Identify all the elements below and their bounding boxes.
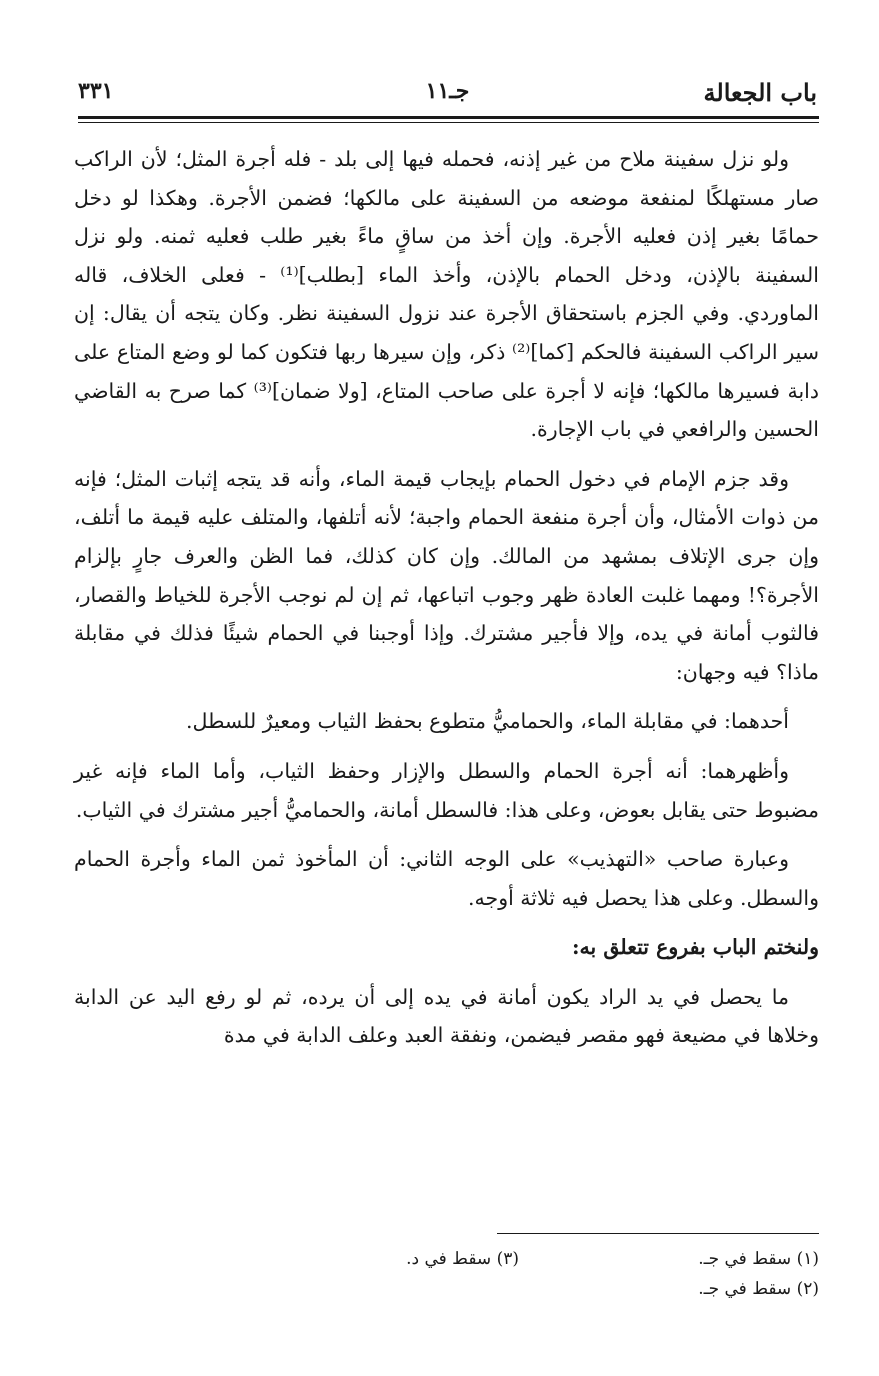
header-rule-thin — [78, 122, 819, 123]
footnote: (٣) سقط في د. — [406, 1249, 519, 1269]
page-number: ٣٣١ — [78, 78, 114, 104]
volume-label: جـ١١ — [425, 78, 470, 104]
chapter-title: باب الجعالة — [703, 78, 817, 107]
paragraph: ما يحصل في يد الراد يكون أمانة في يده إلى أن يرده، ثم لو رفع اليد عن الدابة وخلاها في مضيعة فهو مقصر فيضمن، ونفقة العبد وعلف الدابة في مدة — [74, 984, 819, 1048]
footnote: (٢) سقط في جـ. — [698, 1279, 819, 1299]
page-header — [78, 78, 817, 114]
paragraph: وأظهرهما: أنه أجرة الحمام والسطل والإزار وحفظ الثياب، وأما الماء فإنه غير مضبوط حتى يقابل بعوض، وعلى هذا: فالسطل أمانة، والحماميُّ أجير مشترك في الثياب. — [74, 758, 819, 822]
footnote-separator — [497, 1233, 819, 1234]
footnote: (١) سقط في جـ. — [698, 1249, 819, 1269]
main-text — [74, 140, 819, 1066]
paragraph: أحدهما: في مقابلة الماء، والحماميُّ متطوع بحفظ الثياب ومعيرٌ للسطل. — [186, 709, 789, 734]
paragraph: وعبارة صاحب «التهذيب» على الوجه الثاني: أن المأخوذ ثمن الماء وأجرة الحمام والسطل. وعلى هذا يحصل فيه ثلاثة أوجه. — [74, 847, 819, 910]
paragraph: ولو نزل سفينة ملاح من غير إذنه، فحمله فيها إلى بلد - فله أجرة المثل؛ لأن الراكب صار مستهلكًا لمنفعة موضعه من السفينة على مالكها؛ فضمن الأجرة. وهكذا لو دخل حمامًا بغير إذن فعليه الأجرة. وإن أخذ من ساقٍ ماءً بغير طلب فعليه ثمنه. ولو نزل السفينة بالإذن، ودخل الحمام بالإذن، وأخذ الماء [بطلب]⁽¹⁾ - فعلى الخلاف، قاله الماوردي. وفي الجزم باستحقاق الأجرة عند نزول السفينة نظر. وكان يتجه أن يقال: إن سير الراكب السفينة فالحكم [كما]⁽²⁾ ذكر، وإن سيرها ربها فتكون كما لو وضع المتاع على دابة فسيرها مالكها؛ فإنه لا أجرة على صاحب المتاع، [ولا ضمان]⁽³⁾ كما صرح به القاضي الحسين والرافعي في باب الإجارة. — [74, 147, 820, 442]
section-heading: ولنختم الباب بفروع تتعلق به: — [571, 935, 819, 960]
paragraph: وقد جزم الإمام في دخول الحمام بإيجاب قيمة الماء، وأنه قد يتجه إثبات المثل؛ فإنه من ذوات الأمثال، وأن أجرة منفعة الحمام واجبة؛ لأنه أتلفها، والمتلف عليه قيمة ما أتلف، وإن جرى الإتلاف بمشهد من المالك. وإن كان كذلك، فما الظن والعرف جارٍ بإلزام الأجرة؟! ومهما غلبت العادة ظهر وجوب اتباعها، ثم إن لم نوجب الأجرة للخياط والقصار، فالثوب أمانة في يده، وإلا فأجير مشترك. وإذا أوجبنا في الحمام شيئًا فذلك في مقابلة ماذا؟ فيه وجهان: — [74, 466, 819, 684]
header-rule-thick — [78, 116, 819, 119]
